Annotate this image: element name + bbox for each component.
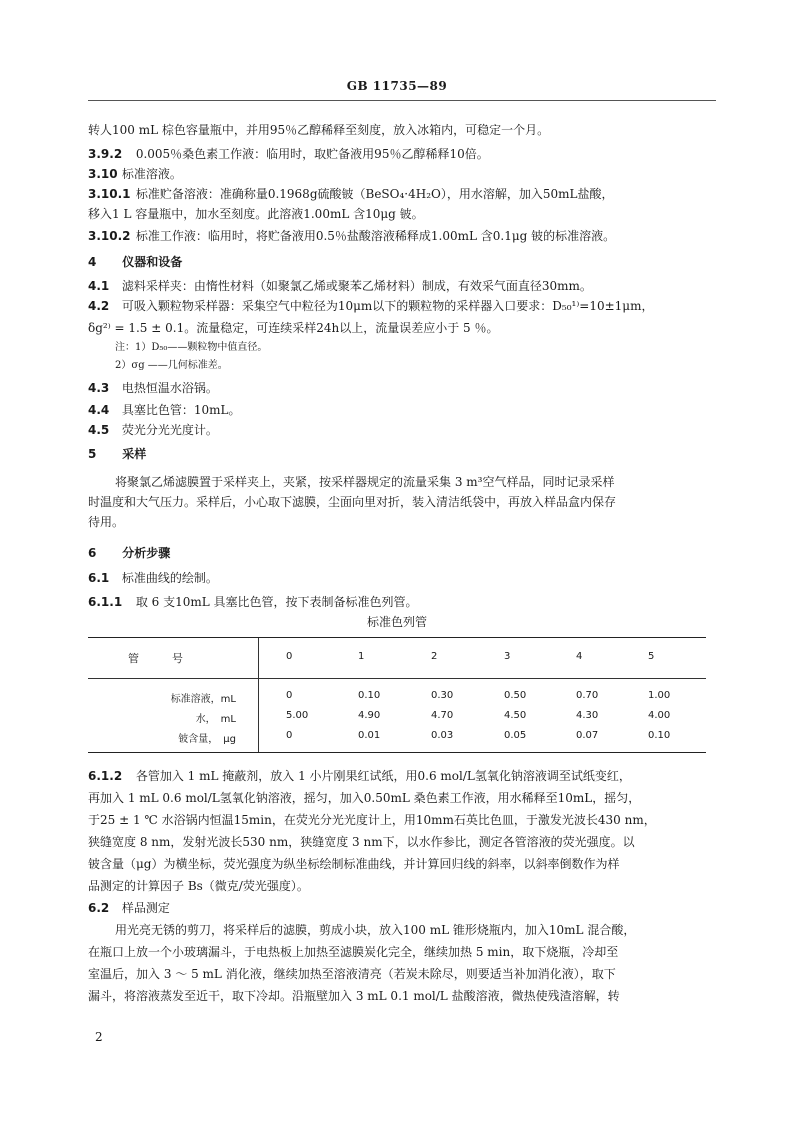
table-title: 标准色列管 (366, 615, 427, 629)
text-line (88, 966, 706, 982)
section-number: 4.3 (88, 381, 110, 395)
section-number: 5 (88, 447, 97, 461)
line-text: 可吸入颗粒物采样器：采集空气中粒径为10μm以下的颗粒物的采样器入口要求：D₅₀¹⁾=10±1μm， (121, 299, 654, 313)
text-line (115, 358, 706, 374)
table-column-header: 2 (431, 651, 438, 662)
text-line (88, 878, 706, 894)
text-line (115, 922, 706, 938)
table-cell: 0 (286, 730, 293, 741)
table-cell: 4.90 (358, 710, 381, 721)
table-cell: 4.50 (504, 710, 527, 721)
text-line (88, 206, 706, 222)
standard-code-header: GB 11735—89 (346, 79, 448, 93)
text-line (88, 122, 706, 138)
line-text: 在瓶口上放一个小玻璃漏斗，于电热板上加热至滤膜炭化完全，继续加热 5 min，取下烧瓶，冷却至 (88, 945, 619, 959)
line-text: 品测定的计算因子 Bs（微克/荧光强度）。 (88, 879, 309, 893)
table-cell: 4.70 (431, 710, 454, 721)
line-text: 2）σg ——几何标准差。 (115, 360, 228, 371)
text-line (88, 988, 706, 1004)
text-line (115, 474, 706, 490)
table-cell: 4.00 (648, 710, 671, 721)
text-line (88, 446, 706, 462)
text-line (88, 812, 706, 828)
text-line (88, 422, 706, 438)
section-number: 3.10.2 (88, 229, 131, 243)
table-cell: 5.00 (286, 710, 309, 721)
text-line (88, 856, 706, 872)
table-cell: 0.10 (648, 730, 671, 741)
table-cell: 0.30 (431, 690, 454, 701)
section-number: 4.1 (88, 279, 110, 293)
section-number: 6.1 (88, 571, 110, 585)
page-number: 2 (95, 1030, 103, 1044)
table-header-label: 管 号 (128, 652, 183, 665)
table-column-rule (258, 638, 259, 752)
table-column-header: 1 (358, 651, 365, 662)
line-text: 狭缝宽度 8 nm，发射光波长530 nm，狭缝宽度 3 nm下，以水作参比，测定各管溶液的荧光强度。以 (88, 835, 635, 849)
section-number: 4.4 (88, 403, 110, 417)
text-line (88, 402, 706, 418)
line-text: 取 6 支10mL 具塞比色管，按下表制备标准色列管。 (135, 595, 418, 609)
line-text: 标准曲线的绘制。 (121, 571, 218, 585)
line-text: 时温度和大气压力。采样后，小心取下滤膜，尘面向里对折，装入清洁纸袋中，再放入样品盒内保存 (88, 495, 617, 509)
standard-color-table (88, 637, 706, 753)
line-text: 铍含量（μg）为横坐标，荧光强度为纵坐标绘制标准曲线，并计算回归线的斜率，以斜率倒数作为样 (88, 857, 620, 871)
table-row-label: 铍含量， μg (178, 734, 236, 745)
section-number: 6.2 (88, 901, 110, 915)
header-rule (88, 100, 716, 101)
line-text: 再加入 1 mL 0.6 mol/L氢氧化钠溶液，摇匀，加入0.50mL 桑色素工作液，用水稀释至10mL，摇匀， (88, 791, 641, 805)
table-cell: 1.00 (648, 690, 671, 701)
text-line (88, 254, 706, 270)
text-line (88, 545, 706, 561)
table-column-header: 4 (576, 651, 583, 662)
table-cell: 0.05 (504, 730, 527, 741)
line-text: 0.005％桑色素工作液：临用时，取贮备液用95％乙醇稀释10倍。 (135, 147, 489, 161)
table-column-header: 3 (504, 651, 511, 662)
line-text: 移入1 L 容量瓶中，加水至刻度。此溶液1.00mL 含10μg 铍。 (88, 207, 424, 221)
line-text: 分析步骤 (122, 546, 171, 560)
line-text: 标准溶液。 (121, 167, 182, 181)
text-line (88, 514, 706, 530)
text-line (88, 278, 706, 294)
table-cell: 4.30 (576, 710, 599, 721)
section-number: 6 (88, 546, 97, 560)
table-cell: 0 (286, 690, 293, 701)
line-text: 用光亮无锈的剪刀，将采样后的滤膜，剪成小块，放入100 mL 锥形烧瓶内，加入10mL 混合酸， (115, 923, 636, 937)
table-column-header: 5 (648, 651, 655, 662)
table-row-label: 水， mL (195, 714, 236, 725)
section-number: 6.1.2 (88, 769, 123, 783)
section-number: 3.9.2 (88, 147, 123, 161)
line-text: 转人100 mL 棕色容量瓶中，并用95％乙醇稀释至刻度，放入冰箱内，可稳定一个月。 (88, 123, 550, 137)
text-line (88, 768, 706, 784)
line-text: 样品测定 (121, 901, 170, 915)
table-cell: 0.01 (358, 730, 381, 741)
line-text: 漏斗，将溶液蒸发至近干，取下冷却。沿瓶壁加入 3 mL 0.1 mol/L 盐酸溶液，微热使残渣溶解，转 (88, 989, 620, 1003)
table-header-rule (88, 678, 706, 679)
line-text: 各管加入 1 mL 掩蔽剂，放入 1 小片刚果红试纸，用0.6 mol/L氢氧化钠溶液调至试纸变红， (135, 769, 631, 783)
table-cell: 0.07 (576, 730, 599, 741)
section-number: 6.1.1 (88, 595, 123, 609)
line-text: 室温后，加入 3 ～ 5 mL 消化液，继续加热至溶液清亮（若炭未除尽，则要适当补加消化液），取下 (88, 967, 616, 981)
table-cell: 0.03 (431, 730, 454, 741)
section-number: 3.10 (88, 167, 118, 181)
line-text: 将聚氯乙烯滤膜置于采样夹上，夹紧，按采样器规定的流量采集 3 m³空气样品，同时记录采样 (115, 475, 615, 489)
text-line (88, 900, 706, 916)
text-line (88, 790, 706, 806)
section-number: 4.5 (88, 423, 110, 437)
table-row-label: 标准溶液，mL (170, 694, 236, 705)
line-text: 标准工作液：临用时，将贮备液用0.5％盐酸溶液稀释成1.00mL 含0.1μg 铍的标准溶液。 (135, 229, 616, 243)
section-number: 3.10.1 (88, 187, 131, 201)
text-line (88, 186, 706, 202)
line-text: 注：1）D₅₀——颗粒物中值直径。 (115, 342, 268, 353)
text-line (88, 228, 706, 244)
text-line (88, 146, 706, 162)
text-line (88, 494, 706, 510)
line-text: 具塞比色管：10mL。 (121, 403, 241, 417)
text-line (88, 944, 706, 960)
line-text: 标准贮备溶液：准确称量0.1968g硫酸铍（BeSO₄·4H₂O），用水溶解，加入50mL盐酸， (135, 187, 614, 201)
table-cell: 0.50 (504, 690, 527, 701)
line-text: 待用。 (88, 515, 125, 529)
text-line (115, 340, 706, 356)
line-text: 荧光分光光度计。 (121, 423, 218, 437)
text-line (88, 320, 706, 336)
line-text: 采样 (122, 447, 147, 461)
table-cell: 0.70 (576, 690, 599, 701)
text-line (88, 380, 706, 396)
text-line (88, 834, 706, 850)
line-text: 于25 ± 1 ℃ 水浴锅内恒温15min，在荧光分光光度计上，用10mm石英比色皿，于激发光波长430 nm， (88, 813, 656, 827)
section-number: 4.2 (88, 299, 110, 313)
line-text: 电热恒温水浴锅。 (121, 381, 218, 395)
table-cell: 0.10 (358, 690, 381, 701)
text-line (88, 594, 706, 610)
line-text: 滤料采样夹：由惰性材料（如聚氯乙烯或聚苯乙烯材料）制成，有效采气面直径30mm。 (121, 279, 592, 293)
table-column-header: 0 (286, 651, 293, 662)
section-number: 4 (88, 255, 97, 269)
text-line (88, 166, 706, 182)
text-line (88, 570, 706, 586)
line-text: δg²⁾ = 1.5 ± 0.1。流量稳定，可连续采样24h以上，流量误差应小于 5 ％。 (88, 321, 499, 335)
text-line (88, 298, 706, 314)
line-text: 仪器和设备 (122, 255, 183, 269)
